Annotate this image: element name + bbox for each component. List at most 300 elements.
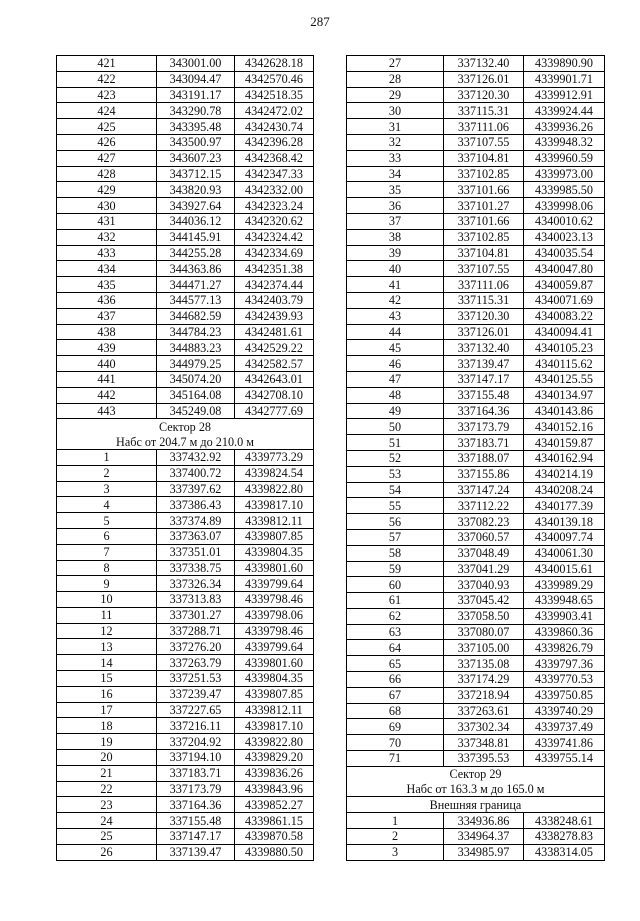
y-coordinate-cell: 4340115.62 [524, 356, 605, 372]
x-coordinate-cell: 337107.55 [444, 261, 524, 277]
table-row [57, 607, 314, 623]
page-number: 287 [310, 14, 330, 29]
point-number-cell: 54 [347, 482, 444, 498]
point-number-cell: 22 [57, 781, 157, 797]
point-number-cell: 58 [347, 545, 444, 561]
x-coordinate-cell: 337155.86 [444, 466, 524, 482]
point-number-cell: 13 [57, 639, 157, 655]
point-number-cell: 32 [347, 134, 444, 150]
x-coordinate-cell: 337155.48 [157, 813, 235, 829]
x-coordinate-cell: 344145.91 [157, 229, 235, 245]
y-coordinate-cell: 4339798.46 [235, 623, 314, 639]
table-row [57, 403, 314, 419]
y-coordinate-cell: 4340159.87 [524, 435, 605, 451]
table-row [347, 87, 605, 103]
table-row [347, 166, 605, 182]
table-row [347, 498, 605, 514]
x-coordinate-cell: 337112.22 [444, 498, 524, 514]
x-coordinate-cell: 337048.49 [444, 545, 524, 561]
point-number-cell: 9 [57, 576, 157, 592]
point-number-cell: 31 [347, 119, 444, 135]
point-number-cell: 24 [57, 813, 157, 829]
x-coordinate-cell: 337058.50 [444, 608, 524, 624]
y-coordinate-cell: 4342323.24 [235, 198, 314, 214]
y-coordinate-cell: 4339936.26 [524, 119, 605, 135]
point-number-cell: 5 [57, 513, 157, 529]
y-coordinate-cell: 4342582.57 [235, 356, 314, 372]
point-number-cell: 26 [57, 844, 157, 860]
table-row [57, 576, 314, 592]
table-row [57, 781, 314, 797]
x-coordinate-cell: 343191.17 [157, 87, 235, 103]
x-coordinate-cell: 344979.25 [157, 356, 235, 372]
y-coordinate-cell: 4339812.11 [235, 513, 314, 529]
point-number-cell: 64 [347, 640, 444, 656]
point-number-cell: 34 [347, 166, 444, 182]
point-number-cell: 423 [57, 87, 157, 103]
boundary-label-row [347, 797, 605, 813]
x-coordinate-cell: 337147.17 [157, 829, 235, 845]
y-coordinate-cell: 4340059.87 [524, 277, 605, 293]
sector-title: Сектор 28 [57, 419, 314, 434]
x-coordinate-cell: 344363.86 [157, 261, 235, 277]
x-coordinate-cell: 343395.48 [157, 119, 235, 135]
point-number-cell: 65 [347, 656, 444, 672]
point-number-cell: 35 [347, 182, 444, 198]
x-coordinate-cell: 337204.92 [157, 734, 235, 750]
x-coordinate-cell: 337126.01 [444, 71, 524, 87]
x-coordinate-cell: 337040.93 [444, 577, 524, 593]
x-coordinate-cell: 337174.29 [444, 672, 524, 688]
y-coordinate-cell: 4339807.85 [235, 528, 314, 544]
point-number-cell: 42 [347, 292, 444, 308]
x-coordinate-cell: 337251.53 [157, 671, 235, 687]
table-row [347, 751, 605, 767]
table-row [57, 734, 314, 750]
x-coordinate-cell: 337164.36 [157, 797, 235, 813]
table-row [347, 735, 605, 751]
point-number-cell: 66 [347, 672, 444, 688]
table-row [57, 465, 314, 481]
table-row [347, 371, 605, 387]
y-coordinate-cell: 4339960.59 [524, 150, 605, 166]
y-coordinate-cell: 4340097.74 [524, 529, 605, 545]
table-row [347, 356, 605, 372]
x-coordinate-cell: 345074.20 [157, 371, 235, 387]
y-coordinate-cell: 4339797.36 [524, 656, 605, 672]
x-coordinate-cell: 337126.01 [444, 324, 524, 340]
point-number-cell: 436 [57, 292, 157, 308]
y-coordinate-cell: 4339741.86 [524, 735, 605, 751]
point-number-cell: 435 [57, 277, 157, 293]
point-number-cell: 442 [57, 387, 157, 403]
y-coordinate-cell: 4340162.94 [524, 450, 605, 466]
y-coordinate-cell: 4342529.22 [235, 340, 314, 356]
table-row [57, 829, 314, 845]
y-coordinate-cell: 4342472.02 [235, 103, 314, 119]
point-number-cell: 63 [347, 624, 444, 640]
x-coordinate-cell: 337155.48 [444, 387, 524, 403]
x-coordinate-cell: 343820.93 [157, 182, 235, 198]
point-number-cell: 67 [347, 687, 444, 703]
point-number-cell: 53 [347, 466, 444, 482]
table-row [57, 560, 314, 576]
y-coordinate-cell: 4339773.29 [235, 449, 314, 465]
table-row [57, 702, 314, 718]
table-row [57, 277, 314, 293]
point-number-cell: 71 [347, 751, 444, 767]
y-coordinate-cell: 4342430.74 [235, 119, 314, 135]
point-number-cell: 39 [347, 245, 444, 261]
point-number-cell: 433 [57, 245, 157, 261]
x-coordinate-cell: 337080.07 [444, 624, 524, 640]
x-coordinate-cell: 343712.15 [157, 166, 235, 182]
point-number-cell: 62 [347, 608, 444, 624]
y-coordinate-cell: 4339870.58 [235, 829, 314, 845]
y-coordinate-cell: 4339826.79 [524, 640, 605, 656]
y-coordinate-cell: 4339822.80 [235, 734, 314, 750]
boundary-label: Внешняя граница [347, 797, 605, 813]
x-coordinate-cell: 337105.00 [444, 640, 524, 656]
point-number-cell: 51 [347, 435, 444, 451]
y-coordinate-cell: 4342708.10 [235, 387, 314, 403]
point-number-cell: 16 [57, 686, 157, 702]
point-number-cell: 28 [347, 71, 444, 87]
y-coordinate-cell: 4339817.10 [235, 718, 314, 734]
y-coordinate-cell: 4340015.61 [524, 561, 605, 577]
y-coordinate-cell: 4339799.64 [235, 576, 314, 592]
y-coordinate-cell: 4340208.24 [524, 482, 605, 498]
table-row [57, 592, 314, 608]
y-coordinate-cell: 4339843.96 [235, 781, 314, 797]
table-row [57, 198, 314, 214]
x-coordinate-cell: 344577.13 [157, 292, 235, 308]
x-coordinate-cell: 337111.06 [444, 277, 524, 293]
y-coordinate-cell: 4342570.46 [235, 71, 314, 87]
point-number-cell: 427 [57, 150, 157, 166]
table-row [347, 213, 605, 229]
y-coordinate-cell: 4339740.29 [524, 703, 605, 719]
point-number-cell: 443 [57, 403, 157, 419]
table-row [347, 624, 605, 640]
y-coordinate-cell: 4339804.35 [235, 544, 314, 560]
point-number-cell: 29 [347, 87, 444, 103]
x-coordinate-cell: 337101.66 [444, 182, 524, 198]
table-row [57, 245, 314, 261]
point-number-cell: 38 [347, 229, 444, 245]
point-number-cell: 45 [347, 340, 444, 356]
table-row [347, 529, 605, 545]
y-coordinate-cell: 4339998.06 [524, 198, 605, 214]
x-coordinate-cell: 343607.23 [157, 150, 235, 166]
x-coordinate-cell: 343094.47 [157, 71, 235, 87]
point-number-cell: 8 [57, 560, 157, 576]
y-coordinate-cell: 4342481.61 [235, 324, 314, 340]
x-coordinate-cell: 337104.81 [444, 245, 524, 261]
point-number-cell: 428 [57, 166, 157, 182]
x-coordinate-cell: 337263.61 [444, 703, 524, 719]
point-number-cell: 439 [57, 340, 157, 356]
sector-title-row [347, 766, 605, 781]
x-coordinate-cell: 337218.94 [444, 687, 524, 703]
point-number-cell: 2 [57, 465, 157, 481]
x-coordinate-cell: 344682.59 [157, 308, 235, 324]
x-coordinate-cell: 337102.85 [444, 166, 524, 182]
point-number-cell: 61 [347, 593, 444, 609]
x-coordinate-cell: 345249.08 [157, 403, 235, 419]
x-coordinate-cell: 337338.75 [157, 560, 235, 576]
coordinates-table-right [346, 55, 605, 861]
table-row [347, 577, 605, 593]
x-coordinate-cell: 337263.79 [157, 655, 235, 671]
y-coordinate-cell: 4342628.18 [235, 56, 314, 72]
y-coordinate-cell: 4340023.13 [524, 229, 605, 245]
y-coordinate-cell: 4339801.60 [235, 560, 314, 576]
point-number-cell: 18 [57, 718, 157, 734]
y-coordinate-cell: 4339836.26 [235, 765, 314, 781]
y-coordinate-cell: 4339924.44 [524, 103, 605, 119]
table-row [347, 340, 605, 356]
y-coordinate-cell: 4342374.44 [235, 277, 314, 293]
table-row [57, 150, 314, 166]
table-row [347, 545, 605, 561]
x-coordinate-cell: 337288.71 [157, 623, 235, 639]
x-coordinate-cell: 344784.23 [157, 324, 235, 340]
point-number-cell: 4 [57, 497, 157, 513]
table-row [347, 640, 605, 656]
x-coordinate-cell: 337432.92 [157, 449, 235, 465]
table-row [57, 182, 314, 198]
point-number-cell: 441 [57, 371, 157, 387]
point-number-cell: 430 [57, 198, 157, 214]
x-coordinate-cell: 334964.37 [444, 829, 524, 845]
point-number-cell: 17 [57, 702, 157, 718]
point-number-cell: 3 [57, 481, 157, 497]
y-coordinate-cell: 4339737.49 [524, 719, 605, 735]
table-row [347, 56, 605, 72]
point-number-cell: 49 [347, 403, 444, 419]
point-number-cell: 50 [347, 419, 444, 435]
y-coordinate-cell: 4339801.60 [235, 655, 314, 671]
point-number-cell: 434 [57, 261, 157, 277]
table-row [347, 277, 605, 293]
table-row [57, 292, 314, 308]
x-coordinate-cell: 337104.81 [444, 150, 524, 166]
table-row [57, 497, 314, 513]
table-row [347, 608, 605, 624]
point-number-cell: 52 [347, 450, 444, 466]
y-coordinate-cell: 4339852.27 [235, 797, 314, 813]
table-row [57, 671, 314, 687]
y-coordinate-cell: 4342368.42 [235, 150, 314, 166]
table-row [347, 419, 605, 435]
table-row [57, 371, 314, 387]
x-coordinate-cell: 337147.24 [444, 482, 524, 498]
sector-range: Набс от 204.7 м до 210.0 м [57, 434, 314, 449]
x-coordinate-cell: 337102.85 [444, 229, 524, 245]
point-number-cell: 11 [57, 607, 157, 623]
y-coordinate-cell: 4342334.69 [235, 245, 314, 261]
table-row [57, 134, 314, 150]
table-row [57, 87, 314, 103]
point-number-cell: 33 [347, 150, 444, 166]
x-coordinate-cell: 337173.79 [444, 419, 524, 435]
table-row [57, 387, 314, 403]
y-coordinate-cell: 4340071.69 [524, 292, 605, 308]
left-coordinates-column [56, 55, 313, 861]
table-row [57, 750, 314, 766]
y-coordinate-cell: 4339880.50 [235, 844, 314, 860]
table-row [347, 103, 605, 119]
x-coordinate-cell: 337173.79 [157, 781, 235, 797]
table-row [57, 166, 314, 182]
y-coordinate-cell: 4342332.00 [235, 182, 314, 198]
table-row [347, 719, 605, 735]
table-row [57, 623, 314, 639]
y-coordinate-cell: 4340061.30 [524, 545, 605, 561]
y-coordinate-cell: 4340035.54 [524, 245, 605, 261]
point-number-cell: 421 [57, 56, 157, 72]
table-row [57, 639, 314, 655]
y-coordinate-cell: 4340083.22 [524, 308, 605, 324]
y-coordinate-cell: 4340105.23 [524, 340, 605, 356]
y-coordinate-cell: 4339985.50 [524, 182, 605, 198]
point-number-cell: 69 [347, 719, 444, 735]
table-row [57, 356, 314, 372]
table-row [347, 466, 605, 482]
table-row [347, 672, 605, 688]
table-row [57, 544, 314, 560]
y-coordinate-cell: 4342643.01 [235, 371, 314, 387]
table-row [347, 324, 605, 340]
point-number-cell: 2 [347, 829, 444, 845]
table-row [347, 292, 605, 308]
point-number-cell: 56 [347, 514, 444, 530]
point-number-cell: 438 [57, 324, 157, 340]
table-row [347, 150, 605, 166]
table-row [57, 449, 314, 465]
y-coordinate-cell: 4339770.53 [524, 672, 605, 688]
x-coordinate-cell: 337313.83 [157, 592, 235, 608]
point-number-cell: 55 [347, 498, 444, 514]
sector-range: Набс от 163.3 м до 165.0 м [347, 782, 605, 797]
point-number-cell: 20 [57, 750, 157, 766]
y-coordinate-cell: 4340214.19 [524, 466, 605, 482]
y-coordinate-cell: 4342777.69 [235, 403, 314, 419]
y-coordinate-cell: 4342403.79 [235, 292, 314, 308]
table-row [57, 103, 314, 119]
y-coordinate-cell: 4340010.62 [524, 213, 605, 229]
point-number-cell: 429 [57, 182, 157, 198]
point-number-cell: 425 [57, 119, 157, 135]
point-number-cell: 25 [57, 829, 157, 845]
table-row [57, 324, 314, 340]
point-number-cell: 27 [347, 56, 444, 72]
table-row [57, 844, 314, 860]
y-coordinate-cell: 4340177.39 [524, 498, 605, 514]
table-row [57, 56, 314, 72]
y-coordinate-cell: 4339799.64 [235, 639, 314, 655]
x-coordinate-cell: 337397.62 [157, 481, 235, 497]
table-row [347, 182, 605, 198]
right-coordinates-column [346, 55, 604, 861]
x-coordinate-cell: 334985.97 [444, 844, 524, 860]
table-row [57, 718, 314, 734]
table-row [57, 813, 314, 829]
point-number-cell: 440 [57, 356, 157, 372]
table-row [347, 229, 605, 245]
x-coordinate-cell: 337045.42 [444, 593, 524, 609]
point-number-cell: 21 [57, 765, 157, 781]
x-coordinate-cell: 337301.27 [157, 607, 235, 623]
x-coordinate-cell: 337082.23 [444, 514, 524, 530]
point-number-cell: 12 [57, 623, 157, 639]
point-number-cell: 40 [347, 261, 444, 277]
table-row [347, 134, 605, 150]
point-number-cell: 43 [347, 308, 444, 324]
table-row [347, 198, 605, 214]
table-row [57, 71, 314, 87]
y-coordinate-cell: 4339860.36 [524, 624, 605, 640]
x-coordinate-cell: 337348.81 [444, 735, 524, 751]
y-coordinate-cell: 4339901.71 [524, 71, 605, 87]
table-row [57, 481, 314, 497]
x-coordinate-cell: 337183.71 [444, 435, 524, 451]
x-coordinate-cell: 337276.20 [157, 639, 235, 655]
sector-range-row [57, 434, 314, 449]
point-number-cell: 60 [347, 577, 444, 593]
y-coordinate-cell: 4339989.29 [524, 577, 605, 593]
table-row [57, 765, 314, 781]
x-coordinate-cell: 344471.27 [157, 277, 235, 293]
x-coordinate-cell: 337164.36 [444, 403, 524, 419]
y-coordinate-cell: 4339829.20 [235, 750, 314, 766]
table-row [57, 797, 314, 813]
x-coordinate-cell: 343290.78 [157, 103, 235, 119]
sector-range-row [347, 782, 605, 797]
point-number-cell: 426 [57, 134, 157, 150]
table-row [57, 308, 314, 324]
table-row [57, 686, 314, 702]
point-number-cell: 70 [347, 735, 444, 751]
y-coordinate-cell: 4342396.28 [235, 134, 314, 150]
y-coordinate-cell: 4340094.41 [524, 324, 605, 340]
point-number-cell: 30 [347, 103, 444, 119]
table-row [347, 387, 605, 403]
point-number-cell: 437 [57, 308, 157, 324]
table-row [347, 403, 605, 419]
y-coordinate-cell: 4339948.32 [524, 134, 605, 150]
x-coordinate-cell: 337120.30 [444, 308, 524, 324]
point-number-cell: 432 [57, 229, 157, 245]
table-row [347, 435, 605, 451]
table-row [57, 261, 314, 277]
point-number-cell: 431 [57, 213, 157, 229]
x-coordinate-cell: 337183.71 [157, 765, 235, 781]
y-coordinate-cell: 4340139.18 [524, 514, 605, 530]
table-row [347, 703, 605, 719]
table-row [347, 71, 605, 87]
table-row [57, 513, 314, 529]
table-row [57, 340, 314, 356]
table-row [57, 229, 314, 245]
x-coordinate-cell: 337400.72 [157, 465, 235, 481]
y-coordinate-cell: 4340152.16 [524, 419, 605, 435]
y-coordinate-cell: 4340047.80 [524, 261, 605, 277]
table-row [347, 482, 605, 498]
x-coordinate-cell: 337101.27 [444, 198, 524, 214]
point-number-cell: 15 [57, 671, 157, 687]
